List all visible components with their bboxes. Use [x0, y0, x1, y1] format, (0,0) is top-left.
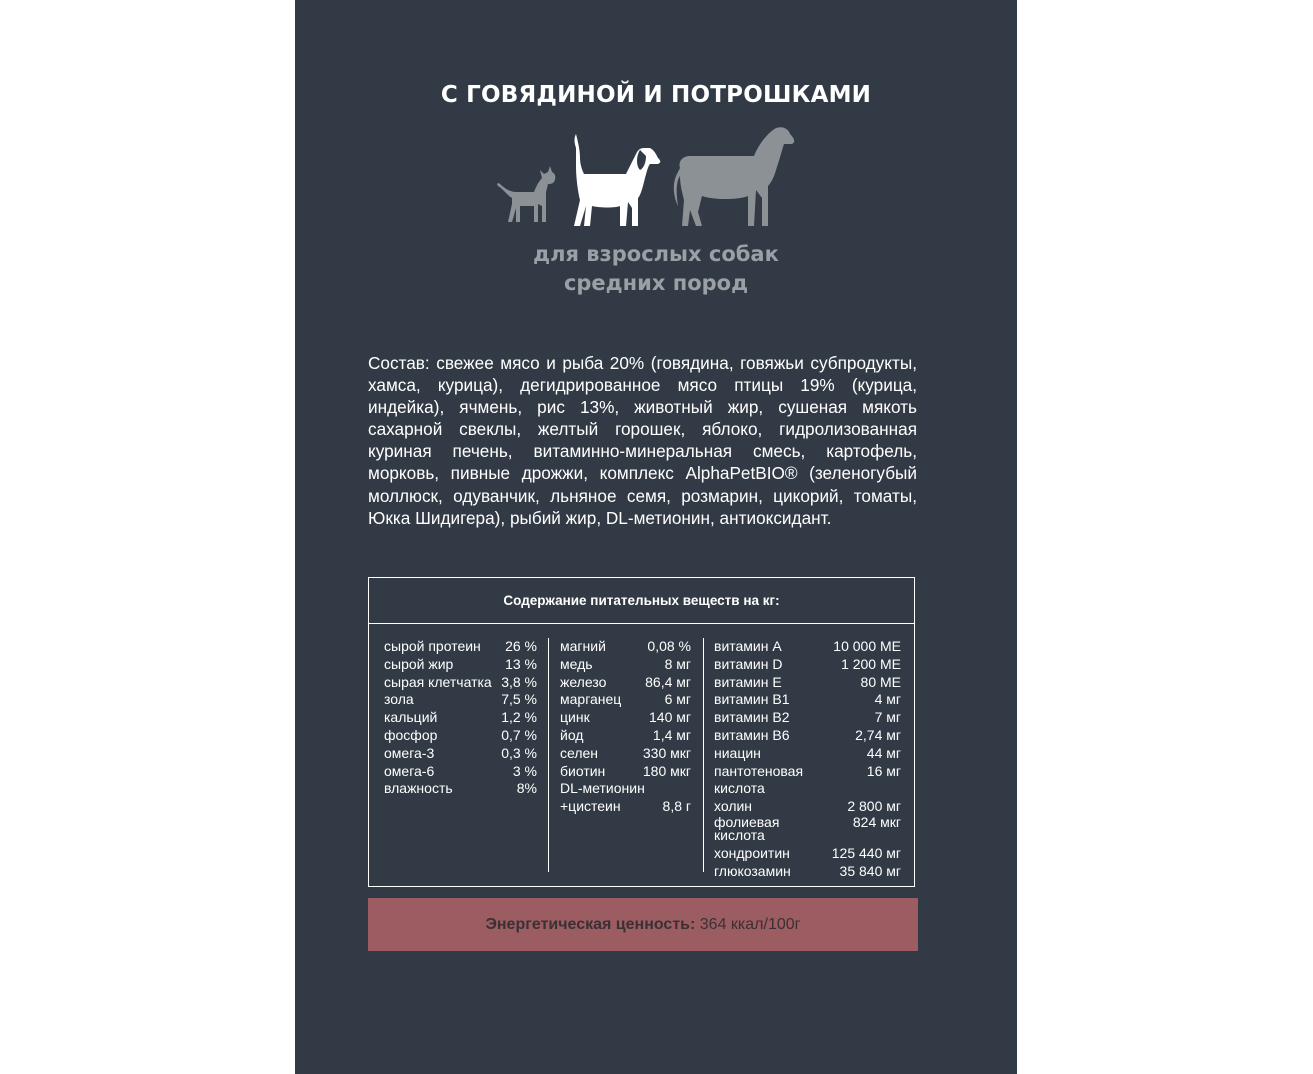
composition-body: свежее мясо и рыба 20% (говядина, говяжьи субпродукты, хамса, курица), дегидрированное мясо птицы 19% (курица, индейка), ячмень, рис 13%, животный жир, сушеная мякоть сахарной свеклы, желтый горошек, яблоко, гидролизованная куриная печень, витаминно-минеральная смесь, картофель, морковь, пивные дрожжи, комплекс AlphaPetBIO® (зеленогубый моллюск, одуванчик, льняное семя, розмарин, цикорий, томаты, Юкка Шидигера), рыбий жир, DL-метионин, антиоксидант.	[368, 353, 917, 528]
nutrient-value: 180 мкг	[642, 762, 691, 779]
nutrient-name: биотин	[560, 762, 606, 779]
nutrient-row	[384, 709, 537, 727]
nutrient-name: зола	[384, 691, 414, 708]
subtitle	[295, 240, 1017, 298]
nutrient-name: витамин Е	[714, 673, 782, 690]
nutrient-value: 16 мг	[866, 762, 901, 779]
nutrient-name: магний	[560, 638, 606, 654]
nutrients-title: Содержание питательных веществ на кг:	[503, 593, 780, 608]
nutrient-value: 8 мг	[664, 655, 691, 672]
nutrient-row	[384, 674, 537, 692]
nutrient-row	[384, 691, 537, 709]
nutrient-value: 330 мкг	[642, 744, 691, 761]
nutrient-row	[384, 745, 537, 763]
nutrient-value: 10 000 МЕ	[833, 638, 901, 654]
nutrient-row	[714, 656, 901, 674]
nutrient-row	[560, 745, 691, 763]
nutrient-row	[714, 638, 901, 656]
nutrient-value: 140 мг	[649, 709, 691, 726]
energy-label: Энергетическая ценность:	[485, 916, 696, 933]
nutrient-row	[560, 638, 691, 656]
nutrient-name: сырой протеин	[384, 638, 481, 654]
nutrient-name: сырая клетчатка	[384, 673, 492, 690]
nutrient-value: 3 %	[512, 762, 537, 779]
nutrient-value: 80 МЕ	[860, 673, 901, 690]
product-panel	[295, 0, 1017, 1074]
nutrient-value: 6 мг	[664, 691, 691, 708]
medium-dog-icon	[574, 134, 660, 226]
nutrient-row	[560, 709, 691, 727]
page-title: С ГОВЯДИНОЙ И ПОТРОШКАМИ	[440, 82, 872, 108]
nutrient-row	[714, 745, 901, 763]
nutrient-row	[560, 674, 691, 692]
nutrient-value: 13 %	[505, 655, 537, 672]
nutrient-name: фолиевая кислота	[714, 813, 780, 843]
nutrient-row	[560, 780, 691, 798]
nutrient-value: 125 440 мг	[831, 844, 901, 861]
nutrient-value: 8%	[516, 780, 537, 797]
nutrient-row	[384, 656, 537, 674]
nutrient-row	[560, 656, 691, 674]
nutrient-name: медь	[560, 655, 593, 672]
nutrient-value: 8,8 г	[662, 798, 691, 815]
composition-text	[368, 352, 917, 529]
nutrient-name: омега-3	[384, 744, 435, 761]
nutrient-row	[384, 763, 537, 781]
nutrient-name: глюкозамин	[714, 862, 791, 879]
nutrient-name: сырой жир	[384, 655, 454, 672]
subtitle-line-1: для взрослых собак	[533, 242, 779, 266]
nutrient-row	[384, 638, 537, 656]
nutrient-value: 0,7 %	[501, 726, 537, 743]
nutrient-name: кальций	[384, 709, 438, 726]
nutrient-name: влажность	[384, 780, 453, 797]
nutrient-row	[714, 845, 901, 863]
nutrients-column-3	[714, 638, 901, 881]
nutrients-divider	[369, 623, 914, 624]
nutrient-name: витамин В6	[714, 726, 790, 743]
nutrient-name: витамин А	[714, 638, 782, 654]
nutrient-row	[714, 727, 901, 745]
dog-size-icons	[490, 126, 800, 232]
nutrient-name: цинк	[560, 709, 590, 726]
composition-label: Состав:	[368, 353, 430, 373]
nutrient-row	[714, 763, 901, 781]
nutrient-value: 3,8 %	[501, 673, 537, 690]
nutrient-row	[714, 709, 901, 727]
nutrient-row	[714, 674, 901, 692]
nutrient-name: витамин В1	[714, 691, 790, 708]
nutrients-column-2	[560, 638, 691, 816]
nutrient-value: 824 мкг	[852, 813, 901, 830]
nutrient-name: йод	[560, 726, 584, 743]
nutrients-table	[368, 577, 915, 887]
nutrient-name: селен	[560, 744, 599, 761]
nutrient-value: 7,5 %	[501, 691, 537, 708]
energy-value: 364 ккал/100г	[695, 916, 801, 933]
nutrients-column-1	[384, 638, 537, 798]
nutrient-row	[560, 763, 691, 781]
nutrient-value: 0,08 %	[647, 638, 691, 654]
nutrient-value: 26 %	[505, 638, 537, 654]
nutrient-name: фосфор	[384, 726, 438, 743]
nutrient-value: 1,4 мг	[652, 726, 691, 743]
energy-value-bar	[368, 898, 918, 951]
nutrient-row	[560, 798, 691, 816]
nutrient-name: омега-6	[384, 762, 435, 779]
nutrient-name: марганец	[560, 691, 622, 708]
nutrient-name: витамин D	[714, 655, 783, 672]
nutrient-value: 2,74 мг	[855, 726, 901, 743]
nutrient-name: +цистеин	[560, 798, 621, 815]
column-divider	[548, 638, 549, 872]
nutrient-row	[560, 691, 691, 709]
nutrient-value: 1,2 %	[501, 709, 537, 726]
nutrient-name: хондроитин	[714, 844, 790, 861]
nutrient-row	[560, 727, 691, 745]
nutrient-name: ниацин	[714, 744, 761, 761]
nutrient-name: витамин В2	[714, 709, 790, 726]
large-dog-icon	[674, 127, 794, 226]
nutrient-value: 35 840 мг	[839, 862, 901, 879]
subtitle-line-2: средних пород	[563, 271, 749, 295]
nutrient-row	[384, 780, 537, 798]
nutrient-row	[714, 691, 901, 709]
nutrient-value: 86,4 мг	[645, 673, 691, 690]
nutrient-value: 44 мг	[866, 744, 901, 761]
nutrient-row	[714, 863, 901, 881]
nutrient-value: 1 200 МЕ	[841, 655, 901, 672]
nutrient-name: DL-метионин	[560, 780, 645, 797]
nutrient-name: железо	[560, 673, 607, 690]
small-dog-icon	[497, 166, 555, 222]
nutrient-value: 4 мг	[874, 691, 901, 708]
nutrient-name: холин	[714, 798, 753, 815]
column-divider	[703, 638, 704, 872]
nutrient-name: кислота	[714, 780, 765, 797]
nutrient-name: пантотеновая	[714, 762, 804, 779]
nutrient-value: 0,3 %	[501, 744, 537, 761]
nutrient-value: 2 800 мг	[847, 798, 901, 815]
nutrient-value: 7 мг	[874, 709, 901, 726]
nutrient-row	[384, 727, 537, 745]
nutrient-row	[714, 813, 901, 845]
nutrient-row	[714, 780, 901, 798]
